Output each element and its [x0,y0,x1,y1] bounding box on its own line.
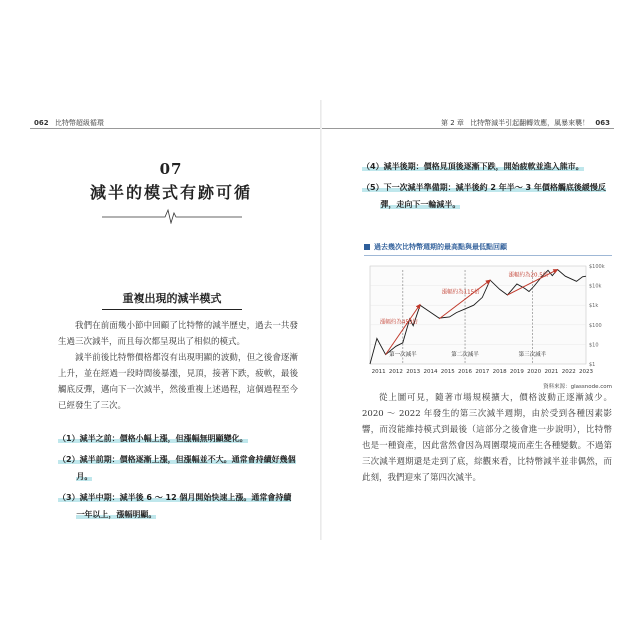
chapter-number: 07 [159,160,183,178]
left-running-title: 比特幣超級循環 [54,119,104,127]
list-item-prefix: （1）減半之前： [58,434,120,443]
right-paragraph: 從上圖可見，隨著市場規模擴大，價格波動正逐漸減少。2020 ～ 2022 年發生的第三次減半週期，由於受到各種因素影響，而沒能維持模式到最後（這部分之後會進一步說明），比特幣也是一種資產，因此當然會因為周圍環境而產生各種變數。不過第三次減半週期還是走到了底，綜觀來看，比特幣減半並非偶然，而此刻，我們迎來了第四次減半。 [362,393,612,483]
list-item-prefix: （5）下一次減半準備期： [362,183,456,192]
figure-caption-rule [364,255,612,256]
section-heading: 重複出現的減半模式 [102,290,242,310]
y-tick-label: $100 [589,322,602,329]
right-page [322,100,620,540]
left-paragraph: 我們在前面幾小節中回顧了比特幣的減半歷史，過去一共發生過三次減半，而且每次都呈現出了相似的模式。 [58,321,298,347]
chapter-title: 減半的模式有跡可循 [89,183,252,202]
x-tick-label: 2018 [492,369,507,375]
x-tick-label: 2015 [440,369,455,375]
list-item-text: 減半後約 2 年半～ 3 年價格觸底後緩慢反彈，走向下一輪減半。 [380,183,606,209]
left-body-text [58,318,298,414]
gain-annotation: 漲幅約為115倍 [441,289,480,296]
halving-label: 第一次減半 [389,352,417,358]
list-item [362,158,612,175]
right-running-head [441,118,614,128]
y-tick-label: $1k [589,303,599,310]
x-tick-label: 2023 [579,369,593,375]
x-tick-label: 2012 [388,369,403,375]
y-tick-label: $10k [589,283,602,290]
list-item [58,451,298,485]
list-item-prefix: （2）減半前期： [58,455,120,464]
figure-caption [364,242,612,252]
gain-annotation: 漲幅約為453倍 [379,319,418,326]
x-tick-label: 2019 [509,369,524,375]
square-bullet-icon [364,244,370,250]
chart-plot-area [370,266,586,364]
list-item [58,489,298,523]
list-item-prefix: （4）減半後期： [362,162,424,171]
figure-caption-text: 過去幾次比特幣週期的最高點與最低點回顧 [374,243,507,251]
x-tick-label: 2014 [423,369,438,375]
gain-annotation: 漲幅約為20.5倍 [508,272,549,279]
list-item-text: 減半後 6 ～ 12 個月開始快速上漲。通常會持續一年以上，漲幅明顯。 [76,493,292,519]
right-page-number: 063 [595,119,610,127]
left-running-head [30,118,104,128]
x-tick-label: 2017 [475,369,490,375]
list-item [362,179,612,213]
left-paragraph: 減半前後比特幣價格都沒有出現明顯的波動，但之後會逐漸上升，並在經過一段時間後暴漲，見頂，接著下跌，疲軟，最後觸底反彈，邁向下一次減半，然後重複上述過程，這個過程至今已經發生了三次。 [58,353,298,411]
x-tick-label: 2011 [371,369,386,375]
halving-label: 第三次減半 [518,352,547,358]
x-tick-label: 2020 [527,369,542,375]
halving-label: 第二次減半 [451,352,479,358]
x-tick-label: 2013 [406,369,421,375]
right-body-text [362,390,612,486]
halving-phase-list-continued [362,158,612,217]
right-chapter-label: 第 2 章 [441,119,464,127]
list-item [58,430,298,447]
y-tick-label: $1 [589,362,596,368]
list-item-text: 價格見頂後逐漸下跌，開始疲軟並進入熊市。 [423,162,584,171]
figure-source: 資料來源：glassnode.com [543,384,612,390]
right-header-rule [322,128,614,129]
list-item-text: 價格小幅上漲，但漲幅無明顯變化。 [119,434,248,443]
list-item-prefix: （3）減半中期： [58,493,120,502]
list-item-text: 價格逐漸上漲，但漲幅並不大。通常會持續好幾個月。 [76,455,296,481]
halving-phase-list [58,430,298,527]
bitcoin-cycle-figure [364,242,612,390]
right-running-title: 比特幣減半引起翻轉效應，風暴來襲！ [470,119,590,127]
heartbeat-line-icon [102,208,242,224]
x-tick-label: 2022 [561,369,576,375]
x-tick-label: 2016 [458,369,473,375]
x-tick-label: 2021 [544,369,559,375]
y-tick-label: $10 [589,342,599,349]
left-header-rule [30,128,320,129]
y-tick-label: $100k [589,264,605,270]
left-page-number: 062 [34,119,49,127]
bitcoin-price-chart [364,260,612,380]
left-page [22,100,320,540]
